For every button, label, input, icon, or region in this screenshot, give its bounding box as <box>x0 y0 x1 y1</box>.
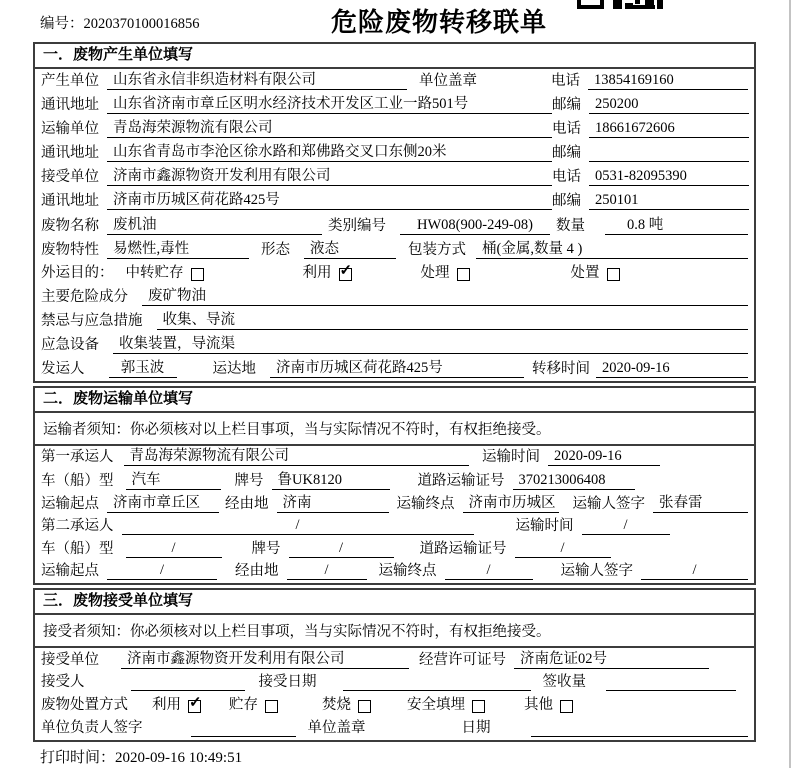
notice-text: 接受者须知：你必须核对以上栏目事项，当与实际情况不符时，有权拒绝接受。 <box>43 624 551 640</box>
field-label: 牌号 <box>251 540 281 557</box>
disposal-utilize-option <box>152 693 229 714</box>
serial-number: 2020370100016856 <box>83 16 200 32</box>
form-row <box>35 189 754 213</box>
form-row <box>35 469 754 492</box>
field-label: 经营许可证号 <box>419 651 506 668</box>
field-label: 接受单位 <box>41 651 99 668</box>
section-generator <box>33 42 756 383</box>
generator-name-value: 山东省永信非织造材料有限公司 <box>107 68 407 90</box>
form-row <box>35 538 754 560</box>
via-value: 济南 <box>277 491 389 513</box>
field-label: 道路运输证号 <box>417 472 505 489</box>
signed-quantity-value <box>606 690 736 691</box>
receiver-notice <box>35 615 754 648</box>
form-row <box>35 717 754 740</box>
purpose-dispose-option <box>571 261 620 282</box>
print-time-value: 2020-09-16 10:49:51 <box>115 750 243 766</box>
field-label: 废物处置方式 <box>41 697 128 714</box>
field-label: 日期 <box>461 720 491 736</box>
field-label: 通讯地址 <box>41 193 99 210</box>
receiving-unit-value: 济南市鑫源物资开发利用有限公司 <box>121 647 409 669</box>
field-label: 邮编 <box>552 193 581 210</box>
disposal-utilize-checkbox-checked <box>188 695 202 713</box>
page-title: 危险废物转移联单 <box>331 8 548 37</box>
disposal-incinerate-checkbox <box>358 700 371 713</box>
form-row <box>35 672 754 695</box>
disposal-other-option <box>524 693 573 714</box>
carrier-signature2-value: / <box>641 562 748 580</box>
field-label: 数量 <box>556 217 585 234</box>
purpose-utilize-option <box>303 261 421 282</box>
field-label: 运输起点 <box>41 495 99 512</box>
field-label: 外运目的： <box>41 264 114 281</box>
waste-quantity-value: 0.8 吨 <box>605 213 748 235</box>
form-row <box>35 446 754 469</box>
form-row <box>35 238 754 262</box>
field-label: 运达地 <box>212 361 256 378</box>
transporter-phone-value: 18661672606 <box>589 120 749 138</box>
purpose-treat-option <box>421 261 571 282</box>
second-carrier-value: / <box>122 517 474 535</box>
waste-form-value: 液态 <box>304 237 396 259</box>
license-number-value: 济南危证02号 <box>514 647 709 669</box>
field-label: 牌号 <box>234 472 264 489</box>
disposal-storage-checkbox <box>265 700 278 713</box>
road-permit-value: 370213006408 <box>513 472 635 490</box>
field-label: 道路运输证号 <box>419 540 507 557</box>
receiver-address-value: 济南市历城区荷花路425号 <box>107 188 552 210</box>
option-label: 处理 <box>420 264 450 281</box>
section-transporter <box>33 386 756 585</box>
field-label: 电话 <box>552 169 581 186</box>
disposal-other-checkbox <box>560 700 573 713</box>
field-label: 签收量 <box>542 674 586 691</box>
responsible-signature-value <box>191 736 296 737</box>
emergency-measures-value: 收集、导流 <box>157 308 749 330</box>
field-label: 运输人签字 <box>560 563 633 580</box>
check-icon: ✓ <box>189 695 202 712</box>
plate-number-value: 鲁UK8120 <box>272 468 390 490</box>
serial-number-line <box>40 12 200 33</box>
transporter-name-value: 青岛海荣源物流有限公司 <box>107 116 552 138</box>
receive-date-value <box>343 690 531 691</box>
qr-code-fragment-icon <box>577 0 663 9</box>
plate-number2-value: / <box>289 540 394 558</box>
field-label: 接受日期 <box>258 674 317 691</box>
receiver-date-value <box>531 736 749 737</box>
disposal-landfill-checkbox <box>472 700 485 713</box>
form-row <box>35 561 754 583</box>
form-row <box>35 213 754 237</box>
section-generator-title: 一．废物产生单位填写 <box>35 44 754 69</box>
generator-postcode-value: 250200 <box>589 96 749 114</box>
terminus-value: 济南市历城区 <box>463 491 559 513</box>
field-label: 产生单位 <box>41 73 99 90</box>
option-label: 利用 <box>152 697 181 714</box>
form-row <box>35 69 754 93</box>
form-row <box>35 648 754 672</box>
road-permit2-value: / <box>515 540 611 558</box>
form-row <box>35 516 754 538</box>
field-label: 废物特性 <box>41 241 99 258</box>
treat-checkbox <box>457 268 470 281</box>
form-row <box>35 285 754 309</box>
field-label: 转移时间 <box>532 361 590 378</box>
transporter-address-value: 山东省青岛市李沧区徐水路和郑佛路交叉口东侧20米 <box>107 140 552 162</box>
field-label: 单位负责人签字 <box>41 720 143 736</box>
field-label: 包装方式 <box>408 241 466 258</box>
utilize-checkbox-checked <box>339 262 353 281</box>
receiver-person-value <box>131 690 245 691</box>
generator-phone-value: 13854169160 <box>588 72 748 90</box>
form-row <box>35 357 754 381</box>
transfer-storage-checkbox <box>191 268 204 281</box>
receiver-name-value: 济南市鑫源物资开发利用有限公司 <box>107 164 552 186</box>
field-label: 废物名称 <box>41 217 99 234</box>
packing-method-value: 桶(金属,数量 4 ) <box>476 237 748 259</box>
field-label: 单位盖章 <box>307 720 366 736</box>
field-label: 运输人签字 <box>572 495 645 512</box>
field-label: 经由地 <box>225 495 269 512</box>
option-label: 焚烧 <box>322 697 351 714</box>
field-label: 邮编 <box>552 145 581 162</box>
field-label: 运输时间 <box>515 518 574 535</box>
field-label: 第二承运人 <box>41 518 114 535</box>
section-transporter-title: 二．废物运输单位填写 <box>35 388 754 413</box>
hazard-component-value: 废矿物油 <box>142 284 748 306</box>
form-row <box>35 262 754 285</box>
option-label: 利用 <box>302 264 332 281</box>
consignor-value: 郭玉波 <box>109 356 177 378</box>
field-label: 应急设备 <box>41 336 99 353</box>
option-label: 中转贮存 <box>125 264 184 281</box>
notice-text: 运输者须知：你必须核对以上栏目事项，当与实际情况不符时，有权拒绝接受。 <box>43 422 551 438</box>
field-label: 电话 <box>551 73 580 90</box>
field-label: 禁忌与应急措施 <box>41 312 143 329</box>
transport-date2-value: / <box>582 517 670 535</box>
transporter-postcode-value <box>589 161 749 162</box>
option-label: 贮存 <box>229 697 258 714</box>
terminus2-value: / <box>445 562 533 580</box>
print-time-label: 打印时间： <box>40 750 116 766</box>
field-label: 形态 <box>261 241 290 258</box>
field-label: 运输终点 <box>378 563 437 580</box>
field-label: 运输终点 <box>396 495 455 512</box>
receiver-phone-value: 0531-82095390 <box>589 168 749 186</box>
field-label: 电话 <box>552 121 581 138</box>
option-label: 安全填埋 <box>407 697 465 714</box>
purpose-transfer-storage-option <box>126 261 303 282</box>
field-label: 单位盖章 <box>419 73 477 90</box>
form-row <box>35 333 754 357</box>
via2-value: / <box>287 562 367 580</box>
field-label: 运输起点 <box>41 563 99 580</box>
form-row <box>35 309 754 333</box>
first-carrier-value: 青岛海荣源物流有限公司 <box>124 444 469 466</box>
check-icon: ✓ <box>339 262 353 279</box>
origin-value: 济南市章丘区 <box>107 491 219 513</box>
waste-name-value: 废机油 <box>107 213 322 235</box>
option-label: 其他 <box>524 697 553 714</box>
origin2-value: / <box>107 562 217 580</box>
form-row <box>35 141 754 165</box>
field-label: 通讯地址 <box>41 145 99 162</box>
page-edge-divider <box>789 0 791 768</box>
form-row <box>35 694 754 717</box>
disposal-landfill-option <box>407 693 524 714</box>
transporter-notice <box>35 413 754 446</box>
option-label: 处置 <box>570 264 600 281</box>
field-label: 运输时间 <box>482 449 540 466</box>
transfer-date-value: 2020-09-16 <box>596 360 748 378</box>
generator-address-value: 山东省济南市章丘区明水经济技术开发区工业一路501号 <box>107 92 552 114</box>
transport-date-value: 2020-09-16 <box>548 448 660 466</box>
field-label: 类别编号 <box>328 217 386 234</box>
field-label: 车（船）型 <box>41 472 114 489</box>
field-label: 车（船）型 <box>41 540 114 557</box>
print-time-line <box>40 746 242 767</box>
section-receiver <box>33 588 756 742</box>
form-row <box>35 117 754 141</box>
field-label: 第一承运人 <box>41 449 114 466</box>
field-label: 发运人 <box>41 361 85 378</box>
dispose-checkbox <box>607 268 620 281</box>
field-label: 通讯地址 <box>41 97 99 114</box>
form-row <box>35 165 754 189</box>
waste-code-value: HW08(900-249-08) <box>400 217 550 235</box>
form-row <box>35 493 754 516</box>
destination-value: 济南市历城区荷花路425号 <box>270 356 524 378</box>
disposal-incinerate-option <box>322 693 407 714</box>
field-label: 接受人 <box>41 674 85 691</box>
field-label: 接受单位 <box>41 169 99 186</box>
field-label: 运输单位 <box>41 121 99 138</box>
disposal-storage-option <box>229 693 322 714</box>
vehicle-type2-value: / <box>126 540 222 558</box>
field-label: 经由地 <box>235 563 279 580</box>
serial-label: 编号： <box>40 16 84 32</box>
carrier-signature-value: 张春雷 <box>653 491 748 513</box>
section-receiver-title: 三．废物接受单位填写 <box>35 590 754 615</box>
waste-property-value: 易燃性,毒性 <box>107 237 249 259</box>
field-label: 主要危险成分 <box>41 288 128 305</box>
vehicle-type-value: 汽车 <box>126 468 221 490</box>
receiver-postcode-value: 250101 <box>589 192 749 210</box>
field-label: 邮编 <box>552 97 581 114</box>
form-row <box>35 93 754 117</box>
emergency-equipment-value: 收集装置，导流渠 <box>113 332 748 354</box>
